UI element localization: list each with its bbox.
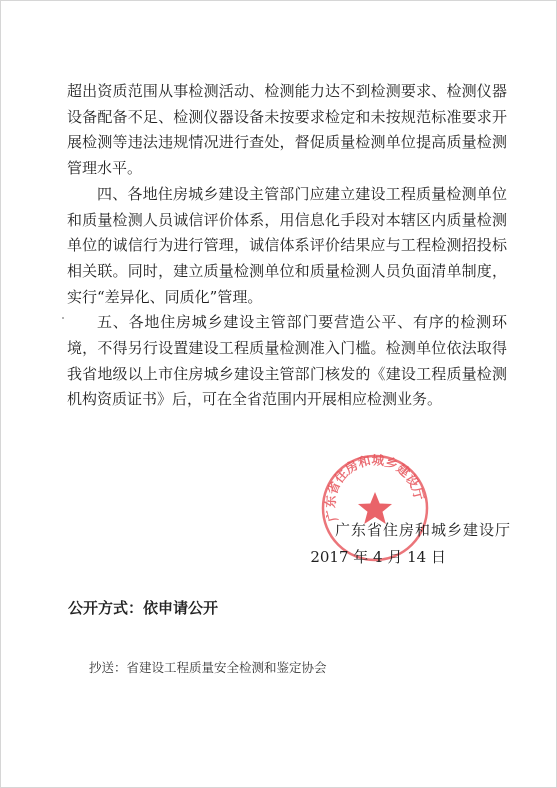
paragraph-item-5: 五、各地住房城乡建设主管部门要营造公平、有序的检测环境，不得另行设置建设工程质量检测准入门槛。检测单位依法取得我省地级以上市住房城乡建设主管部门核发的《建设工程质量检测机构资质证书》后，可在全省范围内开展相应检测业务。 [67,313,507,409]
cc-line: 抄送：省建设工程质量安全检测和鉴定协会 [89,660,327,675]
disclosure-method: 公开方式：依申请公开 [68,599,219,617]
scan-speck [62,317,64,319]
document-body [67,79,507,413]
paragraph-item-4: 四、各地住房城乡建设主管部门应建立建设工程质量检测单位和质量检测人员诚信评价体系，用信息化手段对本辖区内质量检测单位的诚信行为进行管理，诚信体系评价结果应与工程检测招投标相关联。同时，建立质量检测单位和质量检测人员负面清单制度，实行“差异化、同质化”管理。 [67,184,507,306]
paragraph-continued: 超出资质范围从事检测活动、检测能力达不到检测要求、检测仪器设备配备不足、检测仪器设备未按要求检定和未按规范标准要求开展检测等违法违规情况进行查处，督促质量检测单位提高质量检测管理水平。 [67,82,507,178]
seal-text: 广东省住房和城乡建设厅 [322,452,427,524]
issue-date: 2017 年 4 月 14 日 [310,548,446,566]
issuing-organization: 广东省住房和城乡建设厅 [334,521,511,539]
